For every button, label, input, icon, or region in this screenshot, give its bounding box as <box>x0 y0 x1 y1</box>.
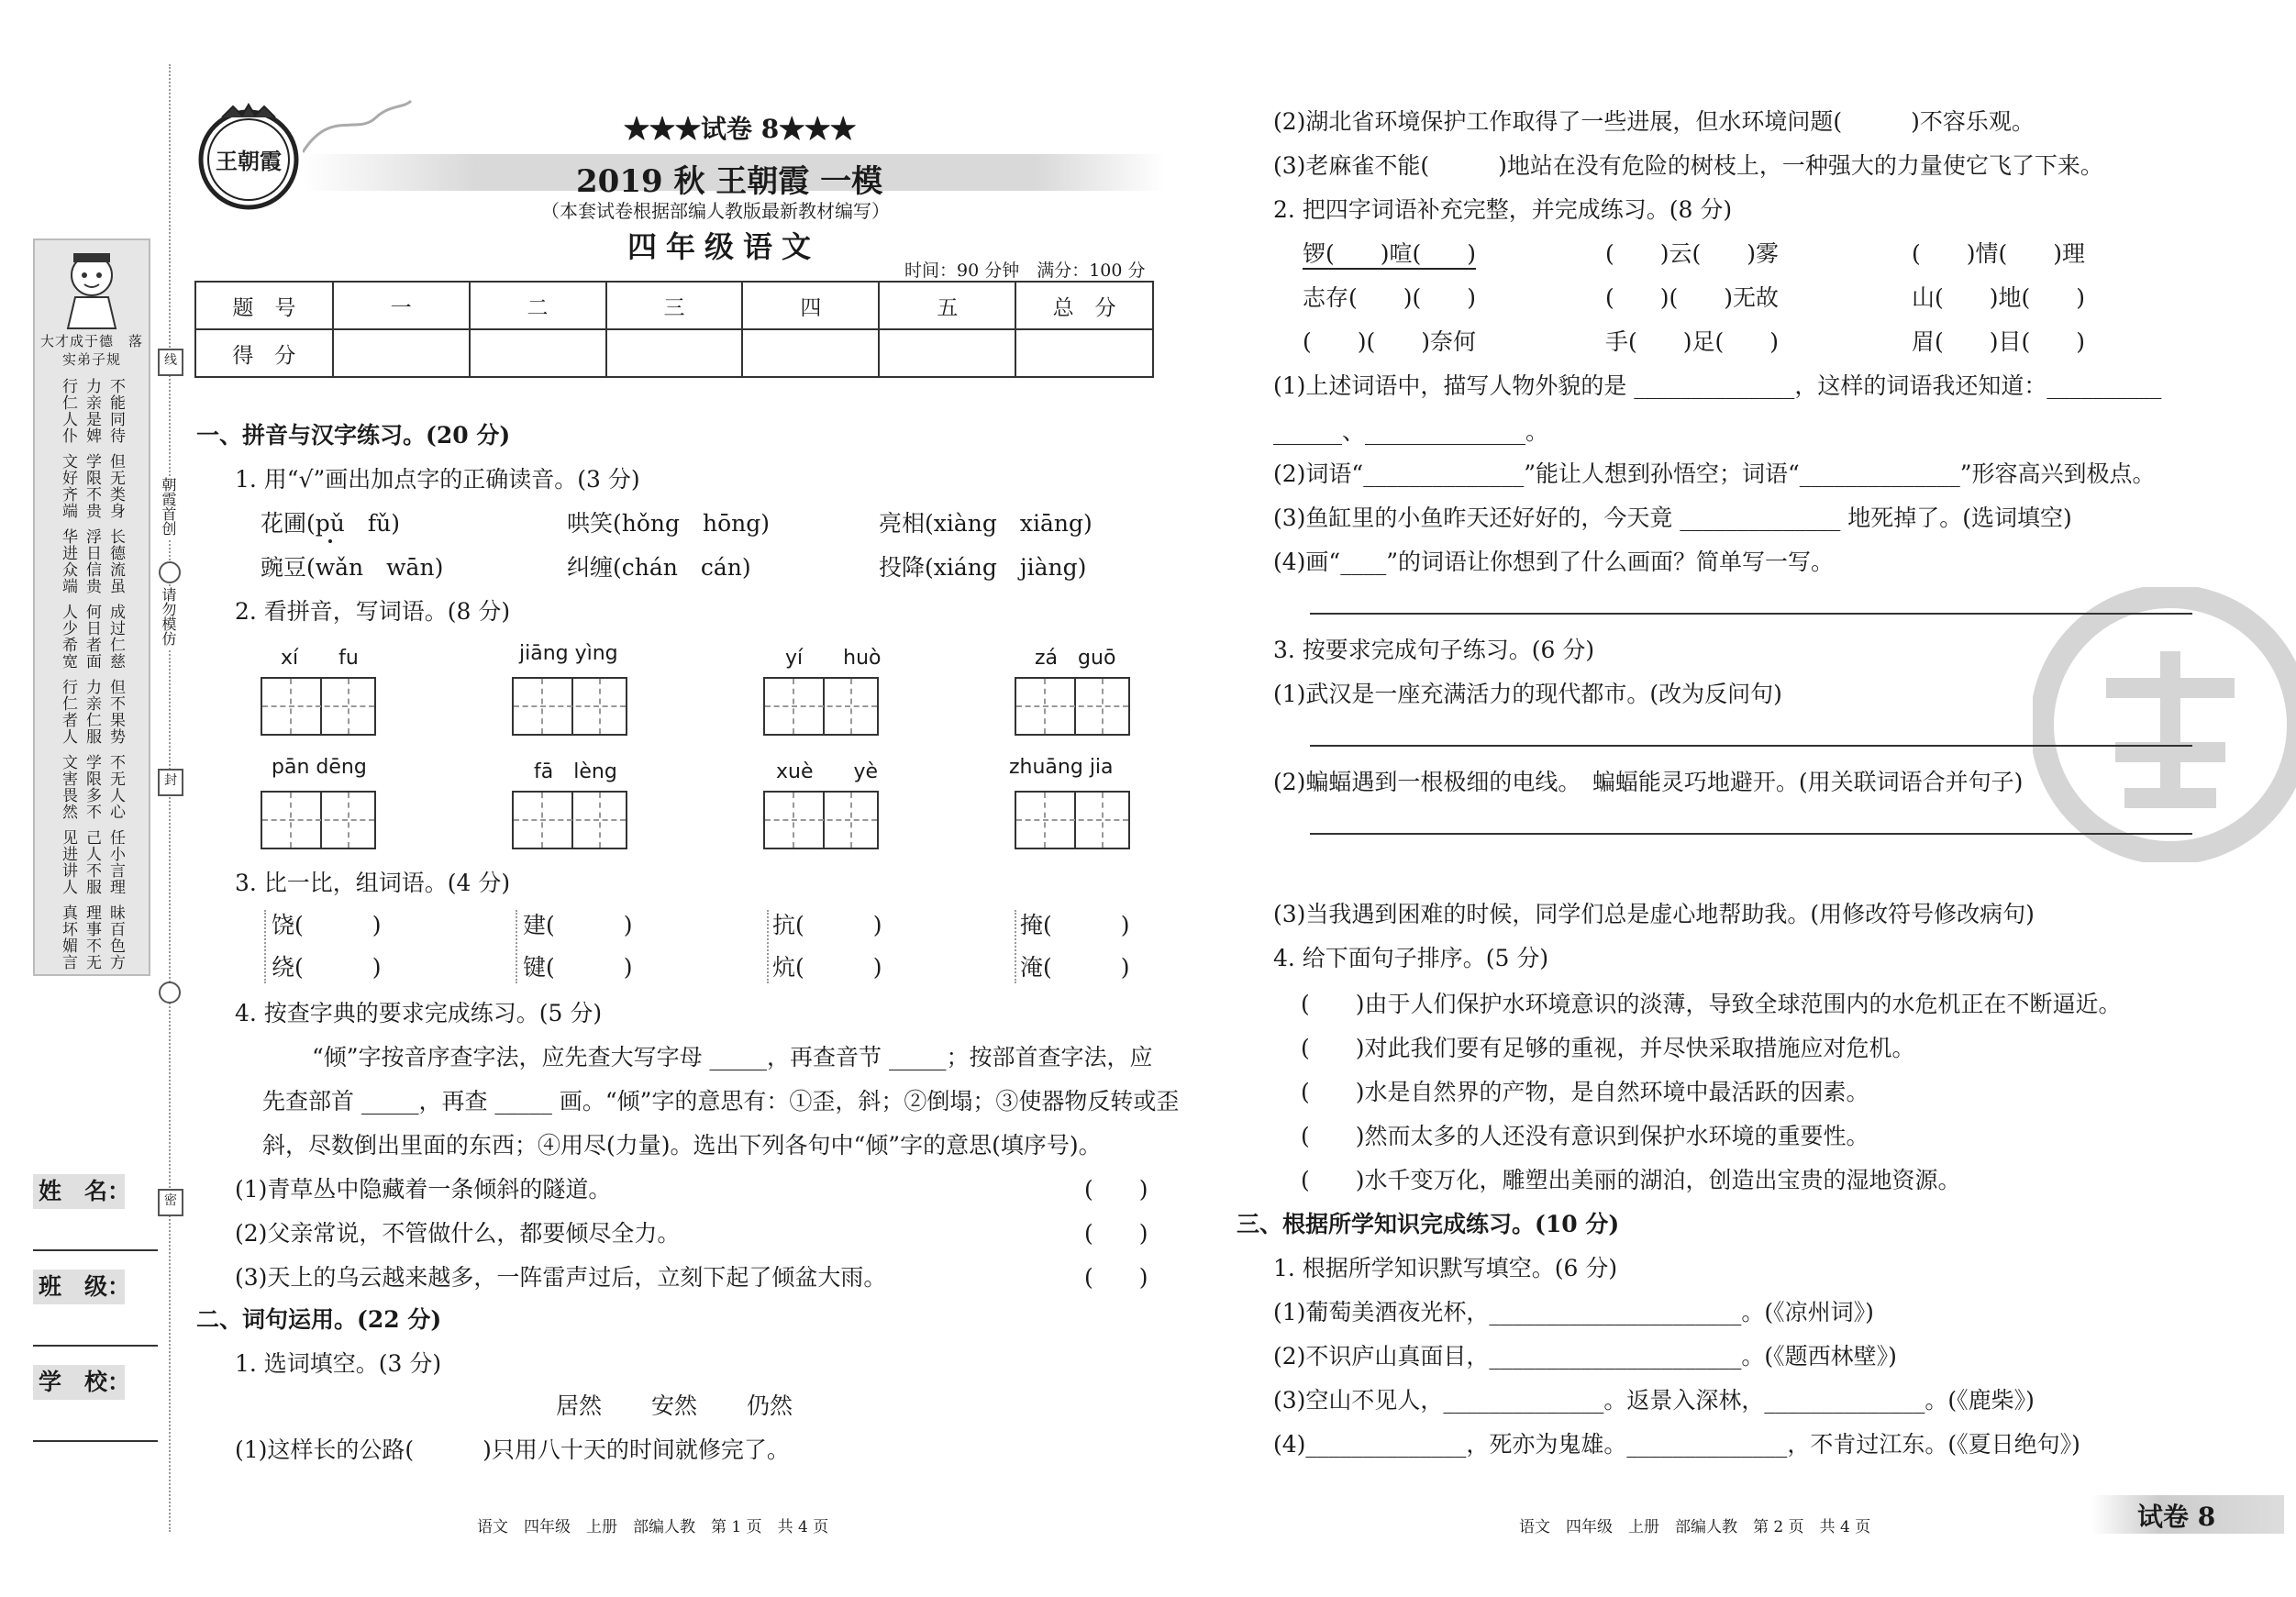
class-field[interactable] <box>33 1345 158 1347</box>
score-cell[interactable] <box>606 329 743 377</box>
motto-column: 见进讲人 <box>59 829 77 895</box>
answer-paren[interactable]: ( ) <box>1084 1264 1148 1291</box>
motto-column: 但不果势 <box>106 679 125 745</box>
q24-item[interactable]: ( )水千变万化，雕塑出美丽的湖泊，创造出宝贵的湿地资源。 <box>1301 1167 1961 1193</box>
motto-column: 但无类身 <box>106 453 125 519</box>
motto-group <box>44 378 139 444</box>
q3-item[interactable]: 淹( ) <box>1020 954 1130 981</box>
motto-column: 任小言理 <box>106 829 125 895</box>
q21-sentence: (3)老麻雀不能( )地站在没有危险的树枝上，一种强大的力量使它飞了下来。 <box>1273 152 2103 179</box>
q22-part: (3)鱼缸里的小鱼昨天还好好的，今天竟 ______________ 地死掉了。(选词填空) <box>1273 505 2072 531</box>
q1-item[interactable] <box>567 510 770 538</box>
q3-divider <box>516 910 517 983</box>
q24-title: 4. 给下面句子排序。(5 分) <box>1273 945 1549 971</box>
word-bank-item: 安然 <box>651 1392 698 1419</box>
poem-blank[interactable]: (2)不识庐山真面目，______________________。(《题西林壁》) <box>1273 1343 1897 1370</box>
motto-column: 不无人心 <box>106 754 125 820</box>
motto-group <box>44 679 139 745</box>
q24-item[interactable]: ( )然而太多的人还没有意识到保护水环境的重要性。 <box>1301 1123 1869 1149</box>
q23-sentence: (3)当我遇到困难的时候，同学们总是虚心地帮助我。(用修改符号修改病句) <box>1273 901 2035 927</box>
writing-grid[interactable] <box>1015 791 1130 849</box>
score-cell[interactable] <box>742 329 879 377</box>
q22-title: 2. 把四字词语补充完整，并完成练习。(8 分) <box>1273 196 1733 223</box>
pinyin-label: zhuāng jia <box>1009 756 1114 779</box>
q1-item-text: 投降(xiáng jiàng) <box>879 554 1087 581</box>
motto-group <box>44 754 139 820</box>
q21-sentence: (1)这样长的公路( )只用八十天的时间就修完了。 <box>235 1436 790 1463</box>
q2-title: 2. 看拼音，写词语。(8 分) <box>235 598 511 625</box>
school-label: 学 校： <box>33 1365 125 1400</box>
q23-title: 3. 按要求完成句子练习。(6 分) <box>1273 637 1595 663</box>
motto-column: 长德流虽 <box>106 528 125 594</box>
banner-ribbon <box>303 99 413 154</box>
idiom-blank[interactable]: 眉( )目( ) <box>1912 328 2086 355</box>
answer-line[interactable] <box>1310 745 2192 747</box>
answer-line[interactable] <box>1310 833 2192 835</box>
q1-item-text: 花圃(pǔ fǔ) <box>261 510 400 537</box>
q4-paragraph: “倾”字按音序查字法，应先查大写字母 _____，再查音节 _____；按部首查字法，应 <box>312 1044 1153 1070</box>
word-bank-item: 居然 <box>556 1392 603 1419</box>
pinyin-label: xuè yè <box>776 760 879 783</box>
pinyin-label: jiāng yìng <box>519 642 618 665</box>
idiom-blank[interactable]: ( )云( )雾 <box>1605 240 1780 267</box>
score-cell[interactable] <box>333 329 470 377</box>
paper-label: ★★★试卷 8★★★ <box>624 114 857 144</box>
name-label: 姓 名： <box>33 1174 125 1209</box>
score-table-score-row <box>195 329 1153 377</box>
page-1-footer: 语文 四年级 上册 部编人教 第 1 页 共 4 页 <box>477 1518 829 1536</box>
side-mark-mi: 密 <box>158 1189 183 1216</box>
motto-group <box>44 453 139 519</box>
logo-wordmark: 王朝霞 <box>216 148 282 174</box>
class-label: 班 级： <box>33 1270 125 1304</box>
exam-subject: 四年级语文 <box>627 229 821 264</box>
scholar-illustration <box>51 248 132 330</box>
q3-item[interactable]: 抗( ) <box>772 912 882 938</box>
corner-paper-label: 试卷 8 <box>2137 1502 2216 1532</box>
pinyin-label: zá guō <box>1035 647 1116 670</box>
motto-column: 真坏媚言 <box>59 904 77 970</box>
motto-column: 理事不无 <box>83 904 101 970</box>
section-3-title: 三、根据所学知识完成练习。(10 分) <box>1237 1211 1620 1237</box>
q22-part: (4)画“____”的词语让你想到了什么画面？简单写一写。 <box>1273 549 1834 575</box>
idiom-blank[interactable] <box>1303 240 1476 270</box>
idiom-blank[interactable]: ( )情( )理 <box>1912 240 2086 267</box>
motto-panel <box>33 238 150 976</box>
q3-item[interactable]: 建( ) <box>523 912 633 938</box>
name-field[interactable] <box>33 1249 158 1251</box>
q3-item[interactable]: 饶( ) <box>272 912 382 938</box>
q4-paragraph: 斜，尽数倒出里面的东西；④用尽(力量)。选出下列各句中“倾”字的意思(填序号)。 <box>262 1132 1102 1159</box>
q4-sentence: (3)天上的乌云越来越多，一阵雷声过后，立刻下起了倾盆大雨。 <box>235 1264 887 1291</box>
q4-sentence: (1)青草丛中隐藏着一条倾斜的隧道。 <box>235 1176 612 1203</box>
motto-column: 己人不服 <box>83 829 101 895</box>
side-vertical-text-2 <box>154 587 182 650</box>
motto-group <box>44 528 139 594</box>
motto-column: 行仁者人 <box>59 679 77 745</box>
motto-column: 不能同待 <box>106 378 125 444</box>
score-table-header-row <box>195 282 1153 329</box>
q4-sentence: (2)父亲常说，不管做什么，都要倾尽全力。 <box>235 1220 681 1247</box>
side-circle-icon <box>159 561 181 583</box>
motto-column: 力亲是婢 <box>83 378 101 444</box>
answer-paren[interactable]: ( ) <box>1084 1220 1148 1247</box>
q3-item[interactable]: 键( ) <box>523 954 633 981</box>
motto-columns <box>44 378 139 980</box>
motto-group <box>44 604 139 670</box>
q31-title: 1. 根据所学知识默写填空。(6 分) <box>1273 1255 1618 1281</box>
motto-column: 人少希宽 <box>59 604 77 670</box>
side-mark-feng: 封 <box>158 769 183 796</box>
q3-divider <box>264 910 266 983</box>
side-vertical-text-1 <box>154 477 182 540</box>
writing-grid[interactable] <box>261 677 376 736</box>
q23-sentence: (2)蝙蝠遇到一根极细的电线。 蝙蝠能灵巧地避开。(用关联词语合并句子) <box>1273 769 2024 795</box>
word-bank-item: 仍然 <box>747 1392 793 1419</box>
idiom-blank-text: 锣( )喧( ) <box>1303 240 1476 270</box>
exam-subtitle: （本套试卷根据部编人教版最新教材编写） <box>541 200 890 222</box>
idiom-blank[interactable]: 山( )地( ) <box>1912 284 2086 311</box>
idiom-blank[interactable]: ( )( )奈何 <box>1303 328 1477 355</box>
score-cell[interactable] <box>879 329 1015 377</box>
writing-grid[interactable] <box>261 791 376 849</box>
idiom-blank[interactable]: 手( )足( ) <box>1605 328 1780 355</box>
q1-item-text: 纠缠(chán cán) <box>567 554 751 581</box>
q21-title: 1. 选词填空。(3 分) <box>235 1350 442 1377</box>
q3-item[interactable]: 绕( ) <box>272 954 382 981</box>
pinyin-label: fā lèng <box>534 760 617 783</box>
q1-item[interactable] <box>261 510 400 538</box>
q24-item[interactable]: ( )对此我们要有足够的重视，并尽快采取措施应对危机。 <box>1301 1035 1915 1061</box>
motto-group <box>44 904 139 970</box>
secret-stamp-watermark <box>2033 587 2296 862</box>
score-header-cell: 二 <box>470 282 606 329</box>
poem-blank[interactable]: (3)空山不见人，______________。返景入深林，______________。(《鹿柴》) <box>1273 1387 2035 1414</box>
q1-item[interactable] <box>261 554 443 582</box>
q1-item[interactable] <box>567 554 751 582</box>
section-1-title: 一、拼音与汉字练习。(20 分) <box>196 422 511 449</box>
motto-column: 行仁人仆 <box>59 378 77 444</box>
score-table <box>194 281 1154 378</box>
pinyin-label: yí huò <box>785 647 882 670</box>
q3-divider <box>1015 910 1016 983</box>
score-header-cell: 一 <box>333 282 470 329</box>
q1-item-text: 亮相(xiàng xiāng) <box>879 510 1093 537</box>
motto-column: 浮日信贵 <box>83 528 101 594</box>
motto-column: 成过仁慈 <box>106 604 125 670</box>
exam-time-score: 时间：90 分钟 满分：100 分 <box>904 261 1146 281</box>
q4-title: 4. 按查字典的要求完成练习。(5 分) <box>235 1000 603 1026</box>
q22-part: ______、______________。 <box>1273 418 1549 445</box>
score-cell[interactable] <box>470 329 606 377</box>
writing-grid[interactable] <box>763 791 879 849</box>
q1-item[interactable] <box>879 554 1086 582</box>
q1-item-text: 豌豆(wǎn wān) <box>261 554 444 581</box>
q23-sentence: (1)武汉是一座充满活力的现代都市。(改为反问句) <box>1273 681 1782 707</box>
motto-column: 文害畏然 <box>59 754 77 820</box>
motto-column: 华进众端 <box>59 528 77 594</box>
motto-column: 学限多不 <box>83 754 101 820</box>
motto-top: 大才成于德 落实弟子规 <box>39 333 143 368</box>
exam-title: 2019 秋 王朝霞 一模 <box>576 163 883 200</box>
q1-title: 1. 用“√”画出加点字的正确读音。(3 分) <box>235 466 640 493</box>
idiom-blank[interactable]: 志存( )( ) <box>1303 284 1477 311</box>
idiom-blank[interactable]: ( )( )无故 <box>1605 284 1780 311</box>
motto-column: 文好齐端 <box>59 453 77 519</box>
q21-sentence: (2)湖北省环境保护工作取得了一些进展，但水环境问题( )不容乐观。 <box>1273 108 2035 135</box>
score-header-cell: 题 号 <box>195 282 333 329</box>
answer-line[interactable] <box>1310 613 2192 615</box>
q24-item[interactable]: ( )由于人们保护水环境意识的淡薄，导致全球范围内的水危机正在不断逼近。 <box>1301 991 2122 1017</box>
score-cell[interactable] <box>1015 329 1153 377</box>
q1-item[interactable] <box>879 510 1093 538</box>
motto-column: 力亲仁服 <box>83 679 101 745</box>
writing-grid[interactable] <box>512 677 627 736</box>
q3-title: 3. 比一比，组词语。(4 分) <box>235 870 511 896</box>
q24-item[interactable]: ( )水是自然界的产物，是自然环境中最活跃的因素。 <box>1301 1079 1869 1105</box>
section-2-title: 二、词句运用。(22 分) <box>196 1306 442 1333</box>
poem-blank[interactable]: (4)______________，死亦为鬼雄。______________，不肯过江东。(《夏日绝句》) <box>1273 1431 2080 1458</box>
pinyin-label: pān dēng <box>272 756 367 779</box>
publisher-logo <box>194 103 303 211</box>
motto-column: 昧百色方 <box>106 904 125 970</box>
score-header-cell: 三 <box>606 282 743 329</box>
pinyin-label: xí fu <box>281 647 359 670</box>
writing-grid[interactable] <box>1015 677 1130 736</box>
score-row-label: 得 分 <box>195 329 333 377</box>
q3-item[interactable]: 炕( ) <box>772 954 882 981</box>
page-2-footer: 语文 四年级 上册 部编人教 第 2 页 共 4 页 <box>1519 1518 1871 1536</box>
school-field[interactable] <box>33 1440 158 1442</box>
poem-blank[interactable]: (1)葡萄美酒夜光杯，______________________。(《凉州词》) <box>1273 1299 1874 1325</box>
side-mark-mofang: 请勿模仿 <box>160 587 177 646</box>
side-circle-icon <box>159 981 181 1004</box>
writing-grid[interactable] <box>512 791 627 849</box>
side-mark-xian: 线 <box>158 349 183 376</box>
writing-grid[interactable] <box>763 677 879 736</box>
answer-paren[interactable]: ( ) <box>1084 1176 1148 1203</box>
q22-part: (1)上述词语中，描写人物外貌的是 ______________，这样的词语我还知道：__________ <box>1273 372 2162 399</box>
q3-item[interactable]: 掩( ) <box>1020 912 1130 938</box>
q4-paragraph: 先查部首 _____，再查 _____ 画。“倾”字的意思有：①歪，斜；②倒塌；③使器物反转或歪 <box>262 1088 1180 1115</box>
motto-column: 学限不贵 <box>83 453 101 519</box>
motto-group <box>44 829 139 895</box>
score-header-cell: 总 分 <box>1015 282 1153 329</box>
motto-column: 何日者面 <box>83 604 101 670</box>
binding-dotted-line <box>169 64 171 1532</box>
score-header-cell: 四 <box>742 282 879 329</box>
q22-part: (2)词语“______________”能让人想到孙悟空；词语“______________”形容高兴到极点。 <box>1273 460 2156 487</box>
side-mark-chuangzao: 朝霞首创 <box>160 477 177 536</box>
q3-divider <box>767 910 769 983</box>
score-header-cell: 五 <box>879 282 1015 329</box>
q1-item-text: 哄笑(hǒng hōng) <box>567 510 771 537</box>
